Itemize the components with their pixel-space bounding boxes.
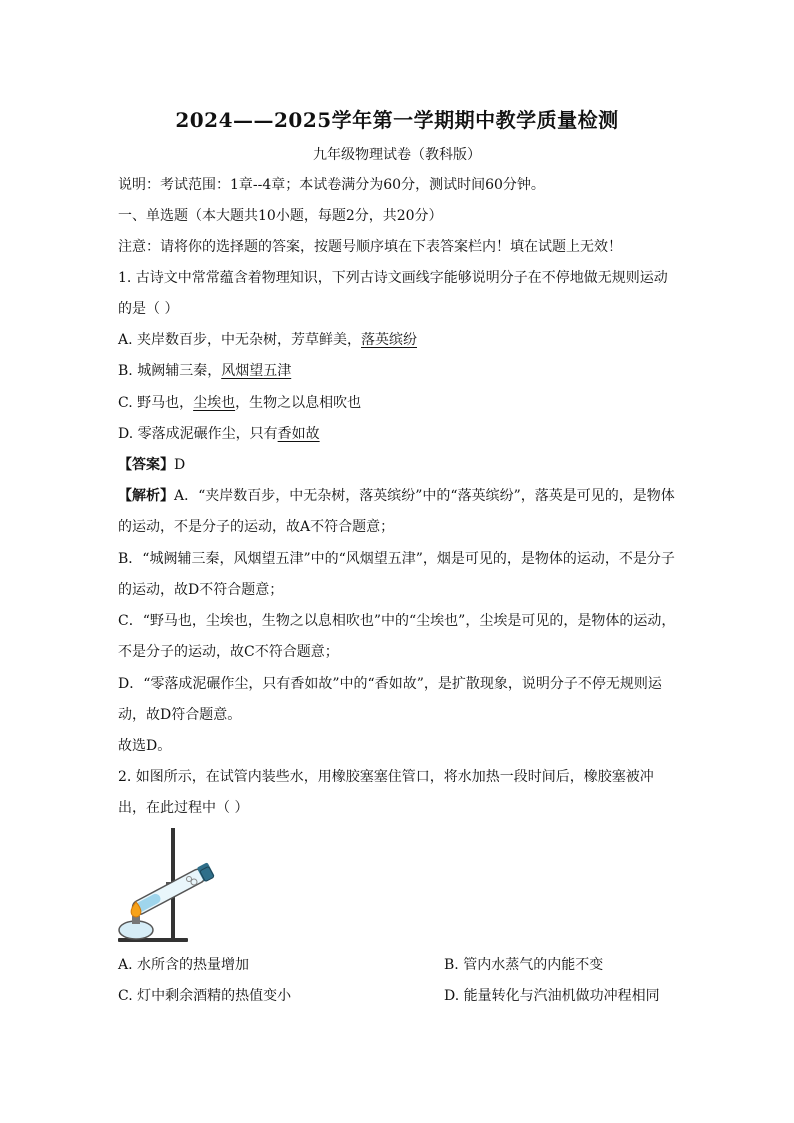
q2-stem-line1: 2. 如图所示，在试管内装些水，用橡胶塞塞住管口，将水加热一段时间后，橡胶塞被冲 (118, 769, 654, 785)
exam-subtitle: 九年级物理试卷（教科版） (313, 147, 481, 163)
analysis-label: 【解析】 (118, 488, 174, 504)
q1-option-a-underlined: 落英缤纷 (361, 332, 418, 348)
test-tube-apparatus-illustration (114, 824, 224, 948)
q1-option-c-suffix: ，生物之以息相吹也 (235, 395, 362, 411)
q2-option-c: C. 灯中剩余酒精的热值变小 (118, 988, 292, 1004)
answer-warning (118, 237, 622, 257)
q2-stem-line2: 出，在此过程中（ ） (118, 800, 249, 816)
test-tube-heating-figure (114, 824, 224, 948)
q1-answer (118, 455, 185, 475)
q2-option-d: D. 能量转化与汽油机做功冲程相同 (444, 988, 660, 1004)
q1-stem-line2: 的是（ ） (118, 301, 179, 317)
q1-option-d-underlined: 香如故 (277, 426, 320, 442)
q1-option-b-text: B. 城阙辅三秦， (118, 363, 222, 379)
q1-analysis-line4: 的运动，故D不符合题意； (118, 582, 284, 598)
q1-option-c-text: C. 野马也， (118, 395, 194, 411)
q1-conclusion: 故选D。 (118, 738, 172, 754)
q1-analysis-line7: D．“零落成泥碾作尘，只有香如故”中的“香如故”，是扩散现象，说明分子不停无规则运 (118, 676, 662, 692)
q1-stem-line1: 1. 古诗文中常常蕴含着物理知识，下列古诗文画线字能够说明分子在不停地做无规则运动 (118, 270, 668, 286)
analysis-text: A．“夹岸数百步，中无杂树，落英缤纷”中的“落英缤纷”，落英是可见的，是物体 (174, 488, 675, 504)
q1-analysis-line6: 不是分子的运动，故C不符合题意； (118, 644, 339, 660)
q1-option-c (118, 393, 361, 413)
answer-label: 【答案】 (118, 457, 174, 473)
q1-analysis-line1 (118, 486, 675, 506)
q1-option-c-underlined: 尘埃也 (193, 395, 236, 411)
answer-value: D (174, 457, 186, 473)
q2-option-a: A. 水所含的热量增加 (118, 957, 250, 973)
q2-option-b: B. 管内水蒸气的内能不变 (444, 957, 604, 973)
exam-note: 说明：考试范围：1章--4章；本试卷满分为60分，测试时间60分钟。 (118, 177, 545, 193)
answer-warning-text: 注意：请将你的选择题的答案，按题号顺序填在下表答案栏内！填在试题上无效！ (118, 239, 622, 255)
q1-option-b-underlined: 风烟望五津 (221, 363, 292, 379)
q1-analysis-line5: C．“野马也，尘埃也，生物之以息相吹也”中的“尘埃也”，尘埃是可见的，是物体的运动， (118, 613, 676, 629)
section-heading: 一、单选题（本大题共10小题，每题2分，共20分） (118, 208, 443, 224)
q1-analysis-line2: 的运动，不是分子的运动，故A不符合题意； (118, 519, 395, 535)
q1-option-a (118, 330, 417, 350)
q1-option-d-text: D. 零落成泥碾作尘，只有 (118, 426, 278, 442)
q1-analysis-line3: B．“城阙辅三秦，风烟望五津”中的“风烟望五津”，烟是可见的，是物体的运动，不是分子 (118, 551, 675, 567)
q1-option-b (118, 361, 291, 381)
q1-option-a-text: A. 夹岸数百步，中无杂树，芳草鲜美， (118, 332, 362, 348)
q1-analysis-line8: 动，故D符合题意。 (118, 707, 242, 723)
exam-title: 2024——2025学年第一学期期中教学质量检测 (175, 108, 619, 132)
q1-option-d (118, 424, 320, 444)
